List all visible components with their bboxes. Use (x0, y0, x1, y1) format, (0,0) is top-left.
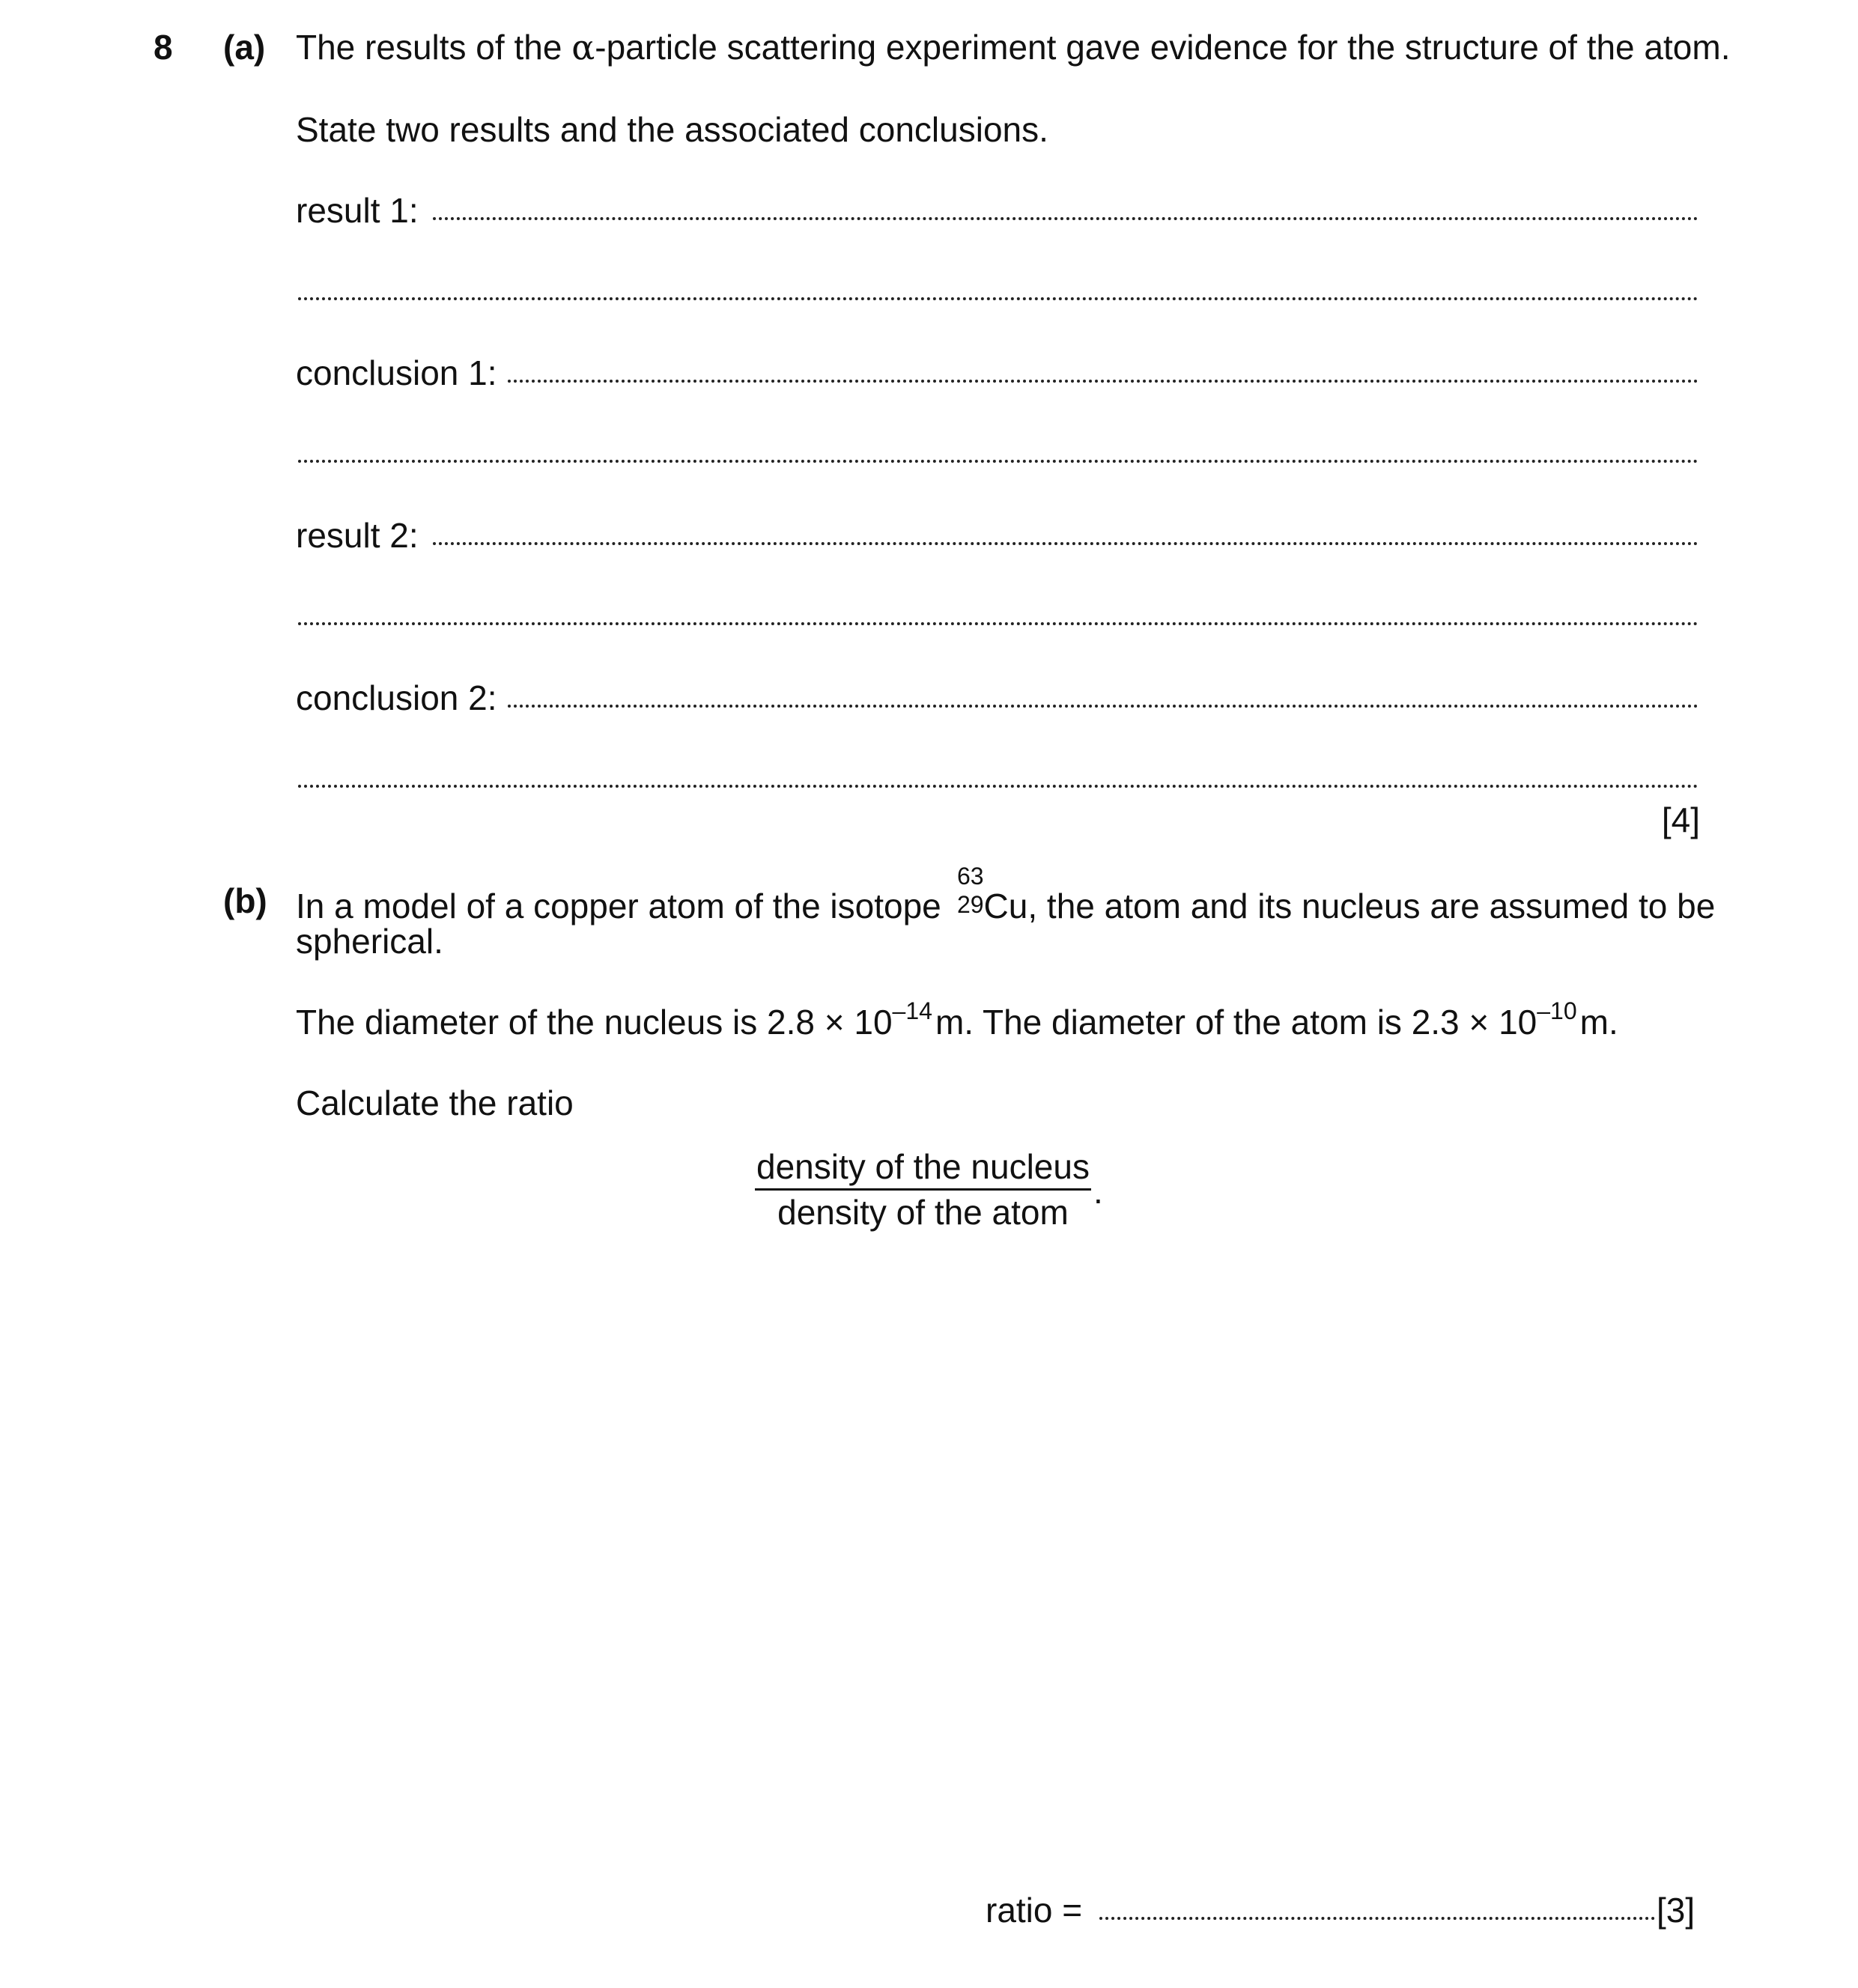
fraction-denominator: density of the atom (777, 1193, 1069, 1232)
part-a-label: (a) (223, 28, 266, 67)
conclusion-1-answer-line-2[interactable] (298, 460, 1698, 463)
diameter-text-3: m. (1579, 1003, 1618, 1042)
fraction-period: . (1093, 1172, 1103, 1211)
result-2-label: result 2: (296, 516, 419, 555)
result-1-answer-line-2[interactable] (298, 297, 1698, 300)
fraction-numerator: density of the nucleus (755, 1149, 1091, 1191)
copper-isotope-notation (951, 863, 984, 918)
isotope-symbol: Cu (983, 887, 1028, 925)
atom-exponent: –10 (1537, 997, 1577, 1024)
result-2-answer-line[interactable] (433, 542, 1698, 545)
diameter-text-2: m. The diameter of the atom is 2.3 × 10 (935, 1003, 1537, 1042)
conclusion-2-label: conclusion 2: (296, 678, 497, 717)
result-2-answer-line-2[interactable] (298, 622, 1698, 625)
result-1-label: result 1: (296, 191, 419, 230)
diameter-statement (296, 997, 1618, 1042)
part-b-intro-line2: spherical. (296, 922, 443, 961)
conclusion-2-answer-line[interactable] (508, 705, 1698, 708)
conclusion-1-label: conclusion 1: (296, 353, 497, 392)
diameter-text-1: The diameter of the nucleus is 2.8 × 10 (296, 1003, 893, 1042)
density-ratio-fraction (755, 1147, 1091, 1232)
calculate-instruction: Calculate the ratio (296, 1083, 574, 1122)
part-a-stem-end: -particle scattering experiment gave evidence for the structure of the atom. (595, 28, 1731, 67)
part-b-label: (b) (223, 881, 267, 920)
part-b-marks: [3] (1657, 1891, 1695, 1930)
part-a-marks: [4] (1661, 800, 1700, 839)
conclusion-2-answer-line-2[interactable] (298, 785, 1698, 788)
nucleus-exponent: –14 (892, 997, 932, 1024)
part-a-stem (296, 27, 1731, 67)
ratio-answer-line[interactable] (1099, 1917, 1655, 1920)
isotope-mass-number: 63 (956, 863, 984, 890)
part-b-intro (296, 863, 1716, 925)
result-1-answer-line[interactable] (433, 217, 1698, 220)
part-a-stem-start: The results of the (296, 28, 572, 67)
ratio-answer-label: ratio = (986, 1891, 1083, 1930)
alpha-symbol: α (571, 27, 595, 67)
part-a-instruction: State two results and the associated conclusions. (296, 110, 1048, 149)
part-b-intro-end: , the atom and its nucleus are assumed to be (1027, 887, 1716, 925)
conclusion-1-answer-line[interactable] (508, 380, 1698, 383)
isotope-atomic-number: 29 (956, 891, 984, 918)
part-b-intro-start: In a model of a copper atom of the isotope (296, 887, 941, 925)
question-number: 8 (154, 28, 173, 67)
